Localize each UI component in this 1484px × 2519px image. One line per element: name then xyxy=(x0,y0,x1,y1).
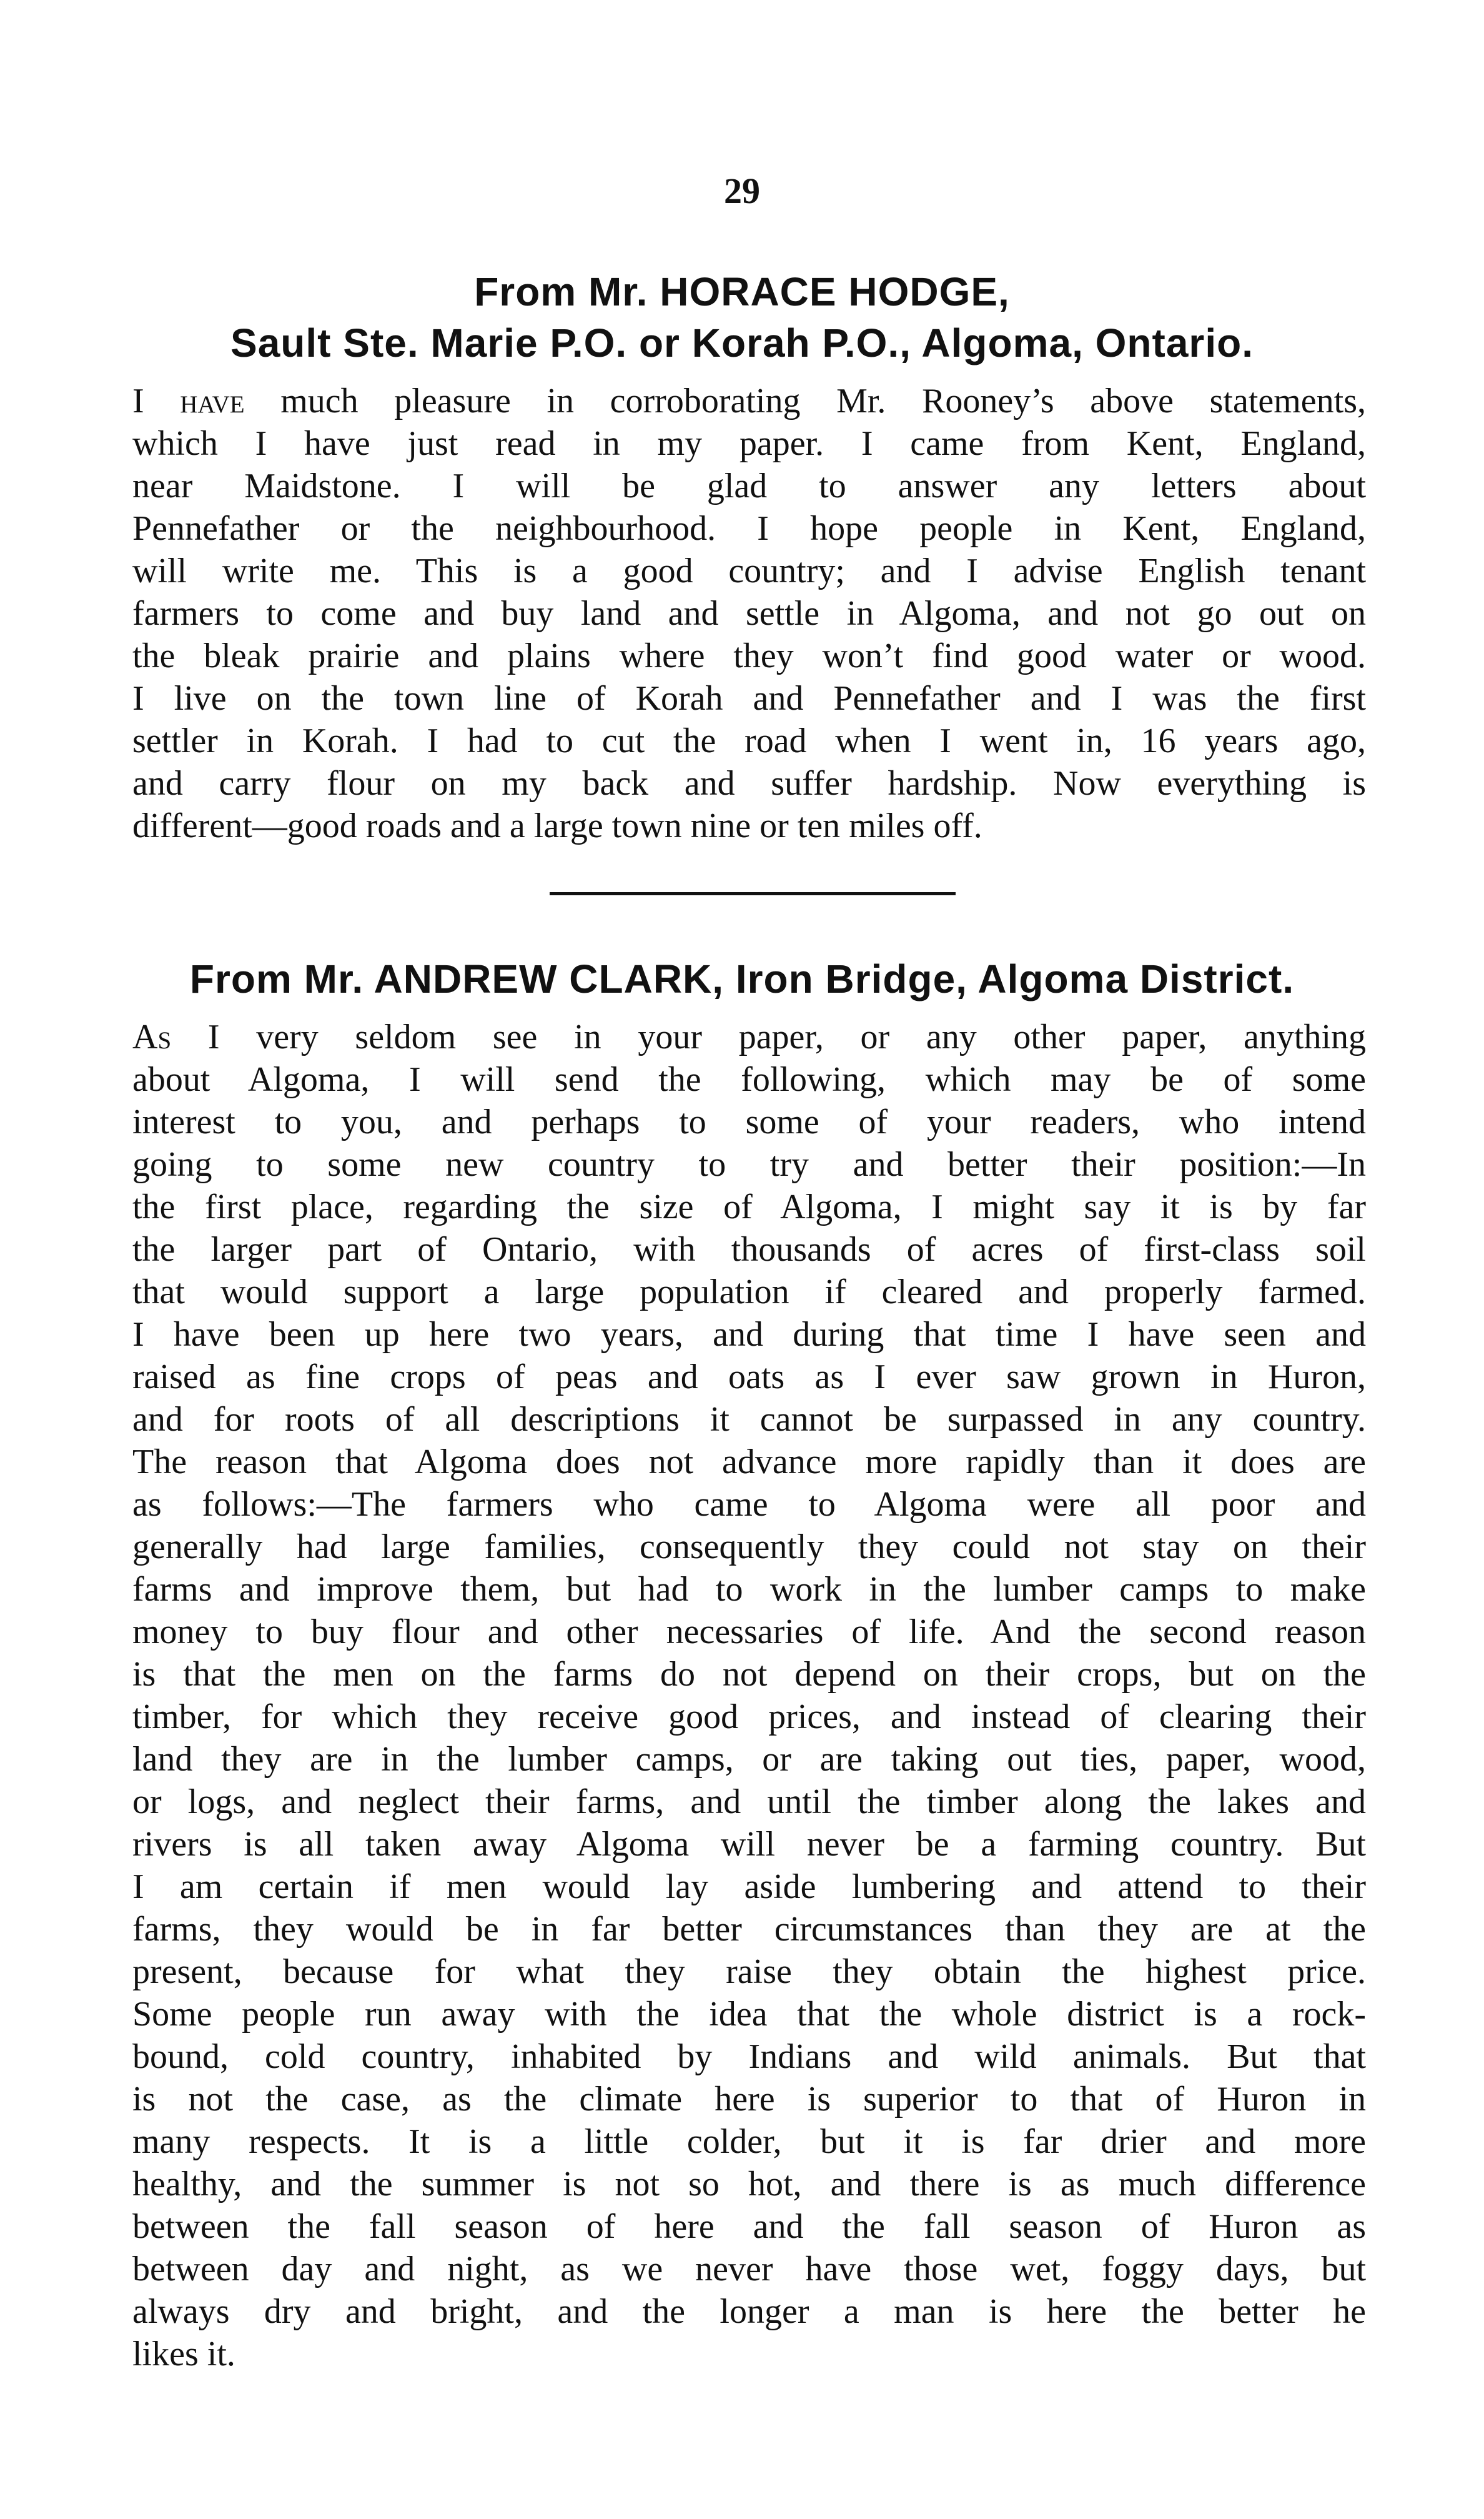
letter2-line: that would support a large population if cleared and properly farmed. xyxy=(132,1273,1366,1311)
letter1-line: Pennefather or the neighbourhood. I hope people in Kent, England, xyxy=(132,509,1366,548)
letter2-line: going to some new country to try and better their position:—In xyxy=(132,1145,1366,1184)
letter1-line: will write me. This is a good country; and I advise English tenant xyxy=(132,552,1366,590)
letter2-line: between day and night, as we never have those wet, foggy days, but xyxy=(132,2250,1366,2288)
letter2-line: is not the case, as the climate here is superior to that of Huron in xyxy=(132,2080,1366,2119)
letter2-line: healthy, and the summer is not so hot, and there is as much difference xyxy=(132,2165,1366,2204)
letter2-line: or logs, and neglect their farms, and until the timber along the lakes and xyxy=(132,1782,1366,1821)
letter1-line: settler in Korah. I had to cut the road when I went in, 16 years ago, xyxy=(132,722,1366,760)
letter2-line: about Algoma, I will send the following, which may be of some xyxy=(132,1060,1366,1099)
letter1-line: which I have just read in my paper. I came from Kent, England, xyxy=(132,424,1366,463)
letter2-line: The reason that Algoma does not advance more rapidly than it does are xyxy=(132,1443,1366,1481)
section-divider xyxy=(550,892,956,895)
letter2-line: farms, they would be in far better circumstances than they are at the xyxy=(132,1910,1366,1949)
letter1-heading-address: Sault Ste. Marie P.O. or Korah P.O., Algoma, Ontario. xyxy=(230,320,1254,365)
letter2-line: the first place, regarding the size of Algoma, I might say it is by far xyxy=(132,1188,1366,1226)
letter2-line: present, because for what they raise they obtain the highest price. xyxy=(132,1952,1366,1991)
letter2-body xyxy=(132,1016,1366,2375)
letter2-line: as follows:—The farmers who came to Algoma were all poor and xyxy=(132,1485,1366,1524)
letter2-line: generally had large families, consequently they could not stay on their xyxy=(132,1528,1366,1566)
page-number: 29 xyxy=(724,171,760,211)
letter1-line: the bleak prairie and plains where they won’t find good water or wood. xyxy=(132,637,1366,675)
letter2-line: I have been up here two years, and during that time I have seen and xyxy=(132,1315,1366,1354)
letter2-line: likes it. xyxy=(132,2335,235,2373)
letter1-line: I live on the town line of Korah and Pennefather and I was the first xyxy=(132,679,1366,718)
letter1-line: near Maidstone. I will be glad to answer any letters about xyxy=(132,467,1366,505)
letter2-line: land they are in the lumber camps, or are taking out ties, paper, wood, xyxy=(132,1740,1366,1779)
letter2-opening-caps: As xyxy=(132,1018,172,1056)
letter1-body xyxy=(132,380,1366,847)
letter2-line: and for roots of all descriptions it cannot be surpassed in any country. xyxy=(132,1400,1366,1439)
letter2-line: farms and improve them, but had to work in the lumber camps to make xyxy=(132,1570,1366,1609)
letter2-line: many respects. It is a little colder, but it is far drier and more xyxy=(132,2122,1366,2161)
letter1-line: farmers to come and buy land and settle in Algoma, and not go out on xyxy=(132,594,1366,633)
letter2-line: As I very seldom see in your paper, or any other paper, anything xyxy=(132,1018,1366,1056)
letter1-line: different—good roads and a large town nine or ten miles off. xyxy=(132,807,982,845)
letter1-heading-name: From Mr. HORACE HODGE, xyxy=(474,269,1010,314)
letter2-line: I am certain if men would lay aside lumbering and attend to their xyxy=(132,1867,1366,1906)
letter2-line: the larger part of Ontario, with thousands of acres of first-class soil xyxy=(132,1230,1366,1269)
letter2-line: between the fall season of here and the fall season of Huron as xyxy=(132,2207,1366,2246)
letter2-line: timber, for which they receive good prices, and instead of clearing their xyxy=(132,1697,1366,1736)
letter2-line: bound, cold country, inhabited by Indians and wild animals. But that xyxy=(132,2037,1366,2076)
letter2-line: always dry and bright, and the longer a man is here the better he xyxy=(132,2292,1366,2331)
letter2-line: Some people run away with the idea that the whole district is a rock- xyxy=(132,1995,1366,2034)
letter1-line: and carry flour on my back and suffer hardship. Now everything is xyxy=(132,764,1366,803)
letter2-line: interest to you, and perhaps to some of your readers, who intend xyxy=(132,1103,1366,1141)
letter1-opening-caps: I have xyxy=(132,382,245,420)
letter1-line: I have much pleasure in corroborating Mr. Rooney’s above statements, xyxy=(132,382,1366,420)
letter2-line: is that the men on the farms do not depend on their crops, but on the xyxy=(132,1655,1366,1694)
letter2-heading: From Mr. ANDREW CLARK, Iron Bridge, Algoma District. xyxy=(189,956,1295,1001)
letter2-line: money to buy flour and other necessaries of life. And the second reason xyxy=(132,1612,1366,1651)
letter2-line: raised as fine crops of peas and oats as I ever saw grown in Huron, xyxy=(132,1358,1366,1396)
letter2-line: rivers is all taken away Algoma will never be a farming country. But xyxy=(132,1825,1366,1864)
